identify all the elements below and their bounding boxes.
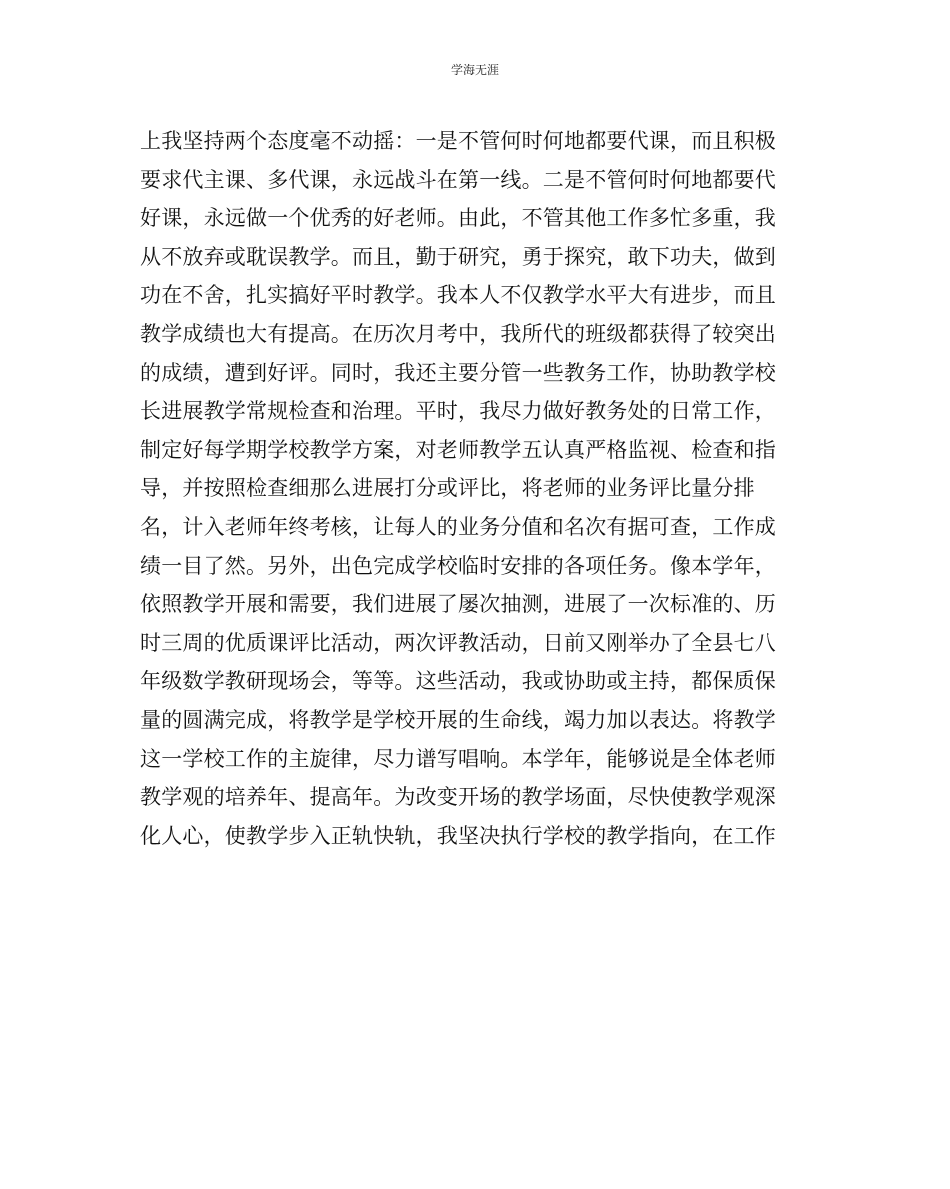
text-line: 教学成绩也大有提高。在历次月考中，我所代的班级都获得了较突出: [140, 321, 776, 346]
text-line: 好课，永远做一个优秀的好老师。由此，不管其他工作多忙多重，我: [140, 206, 776, 231]
text-line: 制定好每学期学校教学方案，对老师教学五认真严格监视、检查和指: [140, 437, 776, 462]
text-line: 从不放弃或耽误教学。而且，勤于研究，勇于探究，敢下功夫，做到: [140, 244, 776, 269]
text-line: 依照教学开展和需要，我们进展了屡次抽测，进展了一次标准的、历: [140, 592, 776, 617]
text-line: 要求代主课、多代课，永远战斗在第一线。二是不管何时何地都要代: [140, 167, 776, 192]
text-line: 量的圆满完成，将教学是学校开展的生命线，竭力加以表达。将教学: [140, 707, 776, 732]
text-line: 功在不舍，扎实搞好平时教学。我本人不仅教学水平大有进步，而且: [140, 283, 776, 308]
text-line: 导，并按照检查细那么进展打分或评比，将老师的业务评比量分排: [140, 476, 755, 501]
text-line: 教学观的培养年、提高年。为改变开场的教学场面，尽快使教学观深: [140, 785, 776, 810]
text-line: 绩一目了然。另外，出色完成学校临时安排的各项任务。像本学年，: [140, 553, 776, 578]
text-line: 时三周的优质课评比活动，两次评教活动，日前又刚举办了全县七八: [140, 630, 776, 655]
body-text: [140, 122, 800, 855]
text-line: 年级数学教研现场会，等等。这些活动，我或协助或主持，都保质保: [140, 669, 776, 694]
page-header: 学海无涯: [450, 63, 499, 77]
text-line: 长进展教学常规检查和治理。平时，我尽力做好教务处的日常工作，: [140, 399, 776, 424]
text-line: 这一学校工作的主旋律，尽力谱写唱响。本学年，能够说是全体老师: [140, 746, 776, 771]
text-line: 化人心，使教学步入正轨快轨，我坚决执行学校的教学指向，在工作: [140, 823, 776, 848]
text-line: 名，计入老师年终考核，让每人的业务分值和名次有据可查，工作成: [140, 514, 776, 539]
text-line: 的成绩，遭到好评。同时，我还主要分管一些教务工作，协助教学校: [140, 360, 776, 385]
text-line: 上我坚持两个态度毫不动摇：一是不管何时何地都要代课，而且积极: [140, 129, 776, 153]
